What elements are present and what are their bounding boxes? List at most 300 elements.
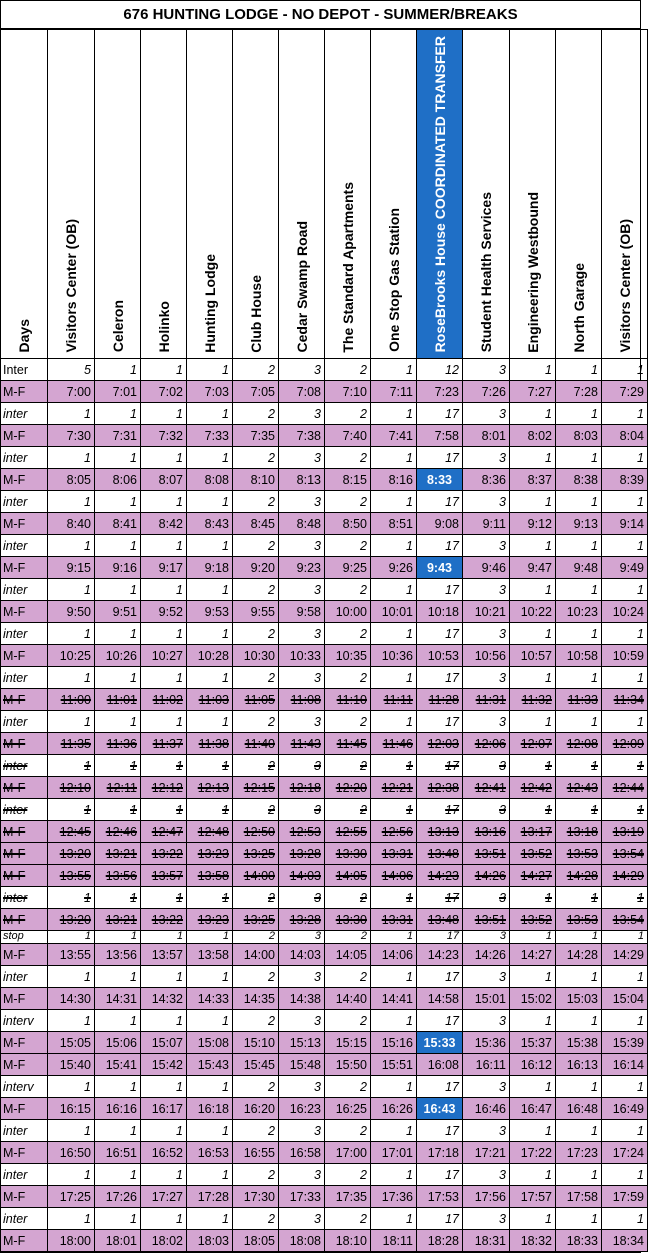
time-cell: 14:23 xyxy=(417,944,463,966)
time-cell: 3 xyxy=(279,1208,325,1230)
time-cell: 8:02 xyxy=(510,425,556,447)
time-cell: 3 xyxy=(279,711,325,733)
time-cell: 1 xyxy=(141,1120,187,1142)
time-cell: 11:34 xyxy=(602,689,648,711)
time-cell: 10:00 xyxy=(325,601,371,623)
interval-row xyxy=(1,579,648,601)
day-cell: M-F xyxy=(1,843,48,865)
time-cell: 10:22 xyxy=(510,601,556,623)
time-cell: 17:26 xyxy=(95,1186,141,1208)
time-cell: 9:16 xyxy=(95,557,141,579)
time-cell: 16:13 xyxy=(556,1054,602,1076)
interval-row xyxy=(1,403,648,425)
time-cell: 7:33 xyxy=(187,425,233,447)
time-cell: 1 xyxy=(602,1010,648,1032)
time-cell: 1 xyxy=(602,1076,648,1098)
time-cell: 13:55 xyxy=(48,865,95,887)
time-cell: 13:30 xyxy=(325,843,371,865)
time-cell: 7:02 xyxy=(141,381,187,403)
time-cell: 12:13 xyxy=(187,777,233,799)
time-cell: 13:53 xyxy=(556,909,602,931)
time-cell: 3 xyxy=(463,579,510,601)
time-cell: 15:10 xyxy=(233,1032,279,1054)
time-cell: 14:28 xyxy=(556,865,602,887)
time-cell: 3 xyxy=(463,887,510,909)
time-cell: 1 xyxy=(141,931,187,944)
time-cell: 13:48 xyxy=(417,909,463,931)
time-cell: 1 xyxy=(556,623,602,645)
time-cell: 3 xyxy=(279,755,325,777)
time-cell: 2 xyxy=(233,1120,279,1142)
time-cell: 2 xyxy=(233,535,279,557)
time-cell: 2 xyxy=(233,491,279,513)
time-cell: 1 xyxy=(556,535,602,557)
column-header-label: Days xyxy=(16,318,32,353)
time-cell: 8:10 xyxy=(233,469,279,491)
time-cell: 11:43 xyxy=(279,733,325,755)
time-cell: 1 xyxy=(187,1010,233,1032)
time-cell: 2 xyxy=(325,799,371,821)
time-cell: 1 xyxy=(141,1076,187,1098)
time-cell: 1 xyxy=(371,755,417,777)
time-cell: 7:58 xyxy=(417,425,463,447)
time-cell: 17 xyxy=(417,755,463,777)
time-cell: 13:21 xyxy=(95,909,141,931)
time-cell: 2 xyxy=(325,966,371,988)
time-cell: 11:01 xyxy=(95,689,141,711)
trip-row xyxy=(1,645,648,667)
time-cell: 11:31 xyxy=(463,689,510,711)
time-cell: 1 xyxy=(95,966,141,988)
schedule-title: 676 HUNTING LODGE - NO DEPOT - SUMMER/BREAKS xyxy=(1,1,640,29)
time-cell: 2 xyxy=(325,403,371,425)
time-cell: 14:29 xyxy=(602,944,648,966)
time-cell: 1 xyxy=(187,359,233,381)
time-cell: 3 xyxy=(463,966,510,988)
time-cell: 7:00 xyxy=(48,381,95,403)
time-cell: 11:11 xyxy=(371,689,417,711)
time-cell: 10:33 xyxy=(279,645,325,667)
interval-row xyxy=(1,1076,648,1098)
time-cell: 2 xyxy=(325,579,371,601)
time-cell: 3 xyxy=(279,579,325,601)
time-cell: 18:34 xyxy=(602,1230,648,1252)
time-cell: 17:23 xyxy=(556,1142,602,1164)
time-cell: 1 xyxy=(48,579,95,601)
time-cell: 13:25 xyxy=(233,843,279,865)
time-cell: 17 xyxy=(417,403,463,425)
time-cell: 2 xyxy=(233,579,279,601)
time-cell: 7:11 xyxy=(371,381,417,403)
column-header-label: The Standard Apartments xyxy=(339,181,356,353)
time-cell: 9:49 xyxy=(602,557,648,579)
time-cell: 16:17 xyxy=(141,1098,187,1120)
time-cell: 17:33 xyxy=(279,1186,325,1208)
time-cell: 16:47 xyxy=(510,1098,556,1120)
day-cell: M-F xyxy=(1,1142,48,1164)
day-cell: M-F xyxy=(1,1230,48,1252)
time-cell: 3 xyxy=(279,966,325,988)
column-header-label: North Garage xyxy=(570,262,587,353)
time-cell: 13:25 xyxy=(233,909,279,931)
time-cell: 8:36 xyxy=(463,469,510,491)
time-cell: 2 xyxy=(233,359,279,381)
time-cell: 7:26 xyxy=(463,381,510,403)
time-cell: 1 xyxy=(556,799,602,821)
column-header-label: RoseBrooks House COORDINATED TRANSFER xyxy=(431,36,448,353)
time-cell: 14:28 xyxy=(556,944,602,966)
day-cell: inter xyxy=(1,887,48,909)
time-cell: 2 xyxy=(325,931,371,944)
time-cell: 8:40 xyxy=(48,513,95,535)
time-cell: 1 xyxy=(510,623,556,645)
time-cell: 1 xyxy=(141,403,187,425)
time-cell: 13:30 xyxy=(325,909,371,931)
time-cell: 1 xyxy=(602,1208,648,1230)
time-cell: 15:03 xyxy=(556,988,602,1010)
time-cell: 1 xyxy=(187,447,233,469)
time-cell: 11:05 xyxy=(233,689,279,711)
time-cell: 1 xyxy=(48,1120,95,1142)
trip-row xyxy=(1,513,648,535)
time-cell: 1 xyxy=(556,667,602,689)
time-cell: 2 xyxy=(233,1076,279,1098)
time-cell: 18:10 xyxy=(325,1230,371,1252)
time-cell: 18:01 xyxy=(95,1230,141,1252)
time-cell: 2 xyxy=(233,1208,279,1230)
time-cell: 1 xyxy=(95,1208,141,1230)
day-cell: inter xyxy=(1,755,48,777)
time-cell: 17:28 xyxy=(187,1186,233,1208)
time-cell: 10:57 xyxy=(510,645,556,667)
time-cell: 1 xyxy=(48,1164,95,1186)
time-cell: 1 xyxy=(187,535,233,557)
time-cell: 12:10 xyxy=(48,777,95,799)
trip-row xyxy=(1,1054,648,1076)
time-cell: 8:48 xyxy=(279,513,325,535)
time-cell: 1 xyxy=(95,887,141,909)
time-cell: 3 xyxy=(463,623,510,645)
time-cell: 15:50 xyxy=(325,1054,371,1076)
day-cell: inter xyxy=(1,623,48,645)
time-cell: 12:18 xyxy=(279,777,325,799)
time-cell: 1 xyxy=(556,966,602,988)
day-cell: inter xyxy=(1,579,48,601)
day-cell: M-F xyxy=(1,469,48,491)
time-cell: 17 xyxy=(417,711,463,733)
time-cell: 1 xyxy=(371,359,417,381)
header-row xyxy=(1,30,648,359)
time-cell: 17:53 xyxy=(417,1186,463,1208)
time-cell: 8:37 xyxy=(510,469,556,491)
column-header-label: Visitors Center (OB) xyxy=(63,218,79,353)
time-cell: 2 xyxy=(325,359,371,381)
time-cell: 1 xyxy=(187,711,233,733)
time-cell: 17 xyxy=(417,447,463,469)
time-cell: 1 xyxy=(95,447,141,469)
column-header-stop xyxy=(371,30,417,359)
time-cell: 2 xyxy=(325,1010,371,1032)
time-cell: 1 xyxy=(556,491,602,513)
time-cell: 1 xyxy=(371,1010,417,1032)
time-cell: 1 xyxy=(510,403,556,425)
time-cell: 1 xyxy=(187,887,233,909)
time-cell: 16:25 xyxy=(325,1098,371,1120)
time-cell: 1 xyxy=(371,403,417,425)
time-cell: 1 xyxy=(602,359,648,381)
time-cell: 11:40 xyxy=(233,733,279,755)
time-cell: 10:56 xyxy=(463,645,510,667)
time-cell: 12:08 xyxy=(556,733,602,755)
time-cell: 8:39 xyxy=(602,469,648,491)
day-cell: inter xyxy=(1,1120,48,1142)
time-cell: 11:02 xyxy=(141,689,187,711)
time-cell: 1 xyxy=(95,403,141,425)
day-cell: M-F xyxy=(1,1098,48,1120)
time-cell: 13:48 xyxy=(417,843,463,865)
time-cell: 1 xyxy=(510,1010,556,1032)
time-cell: 2 xyxy=(233,966,279,988)
time-cell: 7:38 xyxy=(279,425,325,447)
day-cell: inter xyxy=(1,447,48,469)
time-cell: 1 xyxy=(371,447,417,469)
time-cell: 1 xyxy=(556,1164,602,1186)
time-cell: 7:05 xyxy=(233,381,279,403)
interval-row xyxy=(1,623,648,645)
time-cell: 1 xyxy=(602,711,648,733)
time-cell: 3 xyxy=(279,1076,325,1098)
time-cell: 3 xyxy=(463,711,510,733)
time-cell: 1 xyxy=(95,711,141,733)
time-cell: 11:28 xyxy=(417,689,463,711)
time-cell: 17 xyxy=(417,966,463,988)
time-cell: 18:05 xyxy=(233,1230,279,1252)
time-cell: 1 xyxy=(187,1164,233,1186)
time-cell: 1 xyxy=(510,579,556,601)
time-cell: 1 xyxy=(510,447,556,469)
time-cell: 13:22 xyxy=(141,909,187,931)
time-cell: 17 xyxy=(417,579,463,601)
time-cell: 13:13 xyxy=(417,821,463,843)
time-cell: 1 xyxy=(187,623,233,645)
time-cell: 1 xyxy=(48,667,95,689)
time-cell: 11:03 xyxy=(187,689,233,711)
time-cell: 8:42 xyxy=(141,513,187,535)
time-cell: 3 xyxy=(279,1120,325,1142)
time-cell: 7:40 xyxy=(325,425,371,447)
time-cell: 12:20 xyxy=(325,777,371,799)
time-cell: 10:18 xyxy=(417,601,463,623)
interval-row xyxy=(1,1120,648,1142)
interval-row xyxy=(1,755,648,777)
time-cell: 3 xyxy=(279,1010,325,1032)
time-cell: 10:25 xyxy=(48,645,95,667)
time-cell: 15:01 xyxy=(463,988,510,1010)
time-cell: 2 xyxy=(233,1010,279,1032)
time-cell: 15:08 xyxy=(187,1032,233,1054)
time-cell: 13:56 xyxy=(95,944,141,966)
time-cell: 2 xyxy=(233,711,279,733)
column-header-stop xyxy=(556,30,602,359)
time-cell: 7:23 xyxy=(417,381,463,403)
interval-row xyxy=(1,711,648,733)
time-cell: 18:32 xyxy=(510,1230,556,1252)
time-cell: 14:03 xyxy=(279,944,325,966)
interval-row xyxy=(1,667,648,689)
day-cell: Inter xyxy=(1,359,48,381)
time-cell: 1 xyxy=(48,711,95,733)
time-cell: 1 xyxy=(371,931,417,944)
time-cell: 9:26 xyxy=(371,557,417,579)
time-cell: 17:56 xyxy=(463,1186,510,1208)
time-cell: 1 xyxy=(371,711,417,733)
time-cell: 12:15 xyxy=(233,777,279,799)
trip-row xyxy=(1,944,648,966)
trip-row xyxy=(1,1186,648,1208)
time-cell: 3 xyxy=(279,403,325,425)
time-cell: 1 xyxy=(141,359,187,381)
time-cell: 3 xyxy=(279,799,325,821)
time-cell: 8:51 xyxy=(371,513,417,535)
time-cell: 1 xyxy=(371,623,417,645)
time-cell: 1 xyxy=(371,667,417,689)
time-cell: 2 xyxy=(325,535,371,557)
column-header-label: Hunting Lodge xyxy=(201,253,218,353)
time-cell: 8:15 xyxy=(325,469,371,491)
time-cell: 1 xyxy=(556,1120,602,1142)
coordinated-transfer-time: 15:33 xyxy=(417,1032,463,1054)
trip-row xyxy=(1,843,648,865)
time-cell: 16:12 xyxy=(510,1054,556,1076)
trip-row xyxy=(1,777,648,799)
trip-row xyxy=(1,425,648,447)
time-cell: 3 xyxy=(279,931,325,944)
time-cell: 12:38 xyxy=(417,777,463,799)
day-cell: M-F xyxy=(1,1032,48,1054)
time-cell: 1 xyxy=(187,966,233,988)
time-cell: 1 xyxy=(556,1208,602,1230)
time-cell: 8:43 xyxy=(187,513,233,535)
time-cell: 9:55 xyxy=(233,601,279,623)
time-cell: 15:13 xyxy=(279,1032,325,1054)
time-cell: 9:12 xyxy=(510,513,556,535)
time-cell: 1 xyxy=(48,623,95,645)
time-cell: 13:56 xyxy=(95,865,141,887)
trip-row xyxy=(1,557,648,579)
time-cell: 13:52 xyxy=(510,909,556,931)
time-cell: 17 xyxy=(417,931,463,944)
time-cell: 16:14 xyxy=(602,1054,648,1076)
time-cell: 9:51 xyxy=(95,601,141,623)
time-cell: 14:06 xyxy=(371,865,417,887)
day-cell: M-F xyxy=(1,513,48,535)
time-cell: 17:00 xyxy=(325,1142,371,1164)
time-cell: 17:59 xyxy=(602,1186,648,1208)
time-cell: 12:45 xyxy=(48,821,95,843)
time-cell: 1 xyxy=(556,931,602,944)
time-cell: 14:00 xyxy=(233,944,279,966)
time-cell: 1 xyxy=(602,491,648,513)
time-cell: 17 xyxy=(417,1120,463,1142)
day-cell: inter xyxy=(1,711,48,733)
time-cell: 16:48 xyxy=(556,1098,602,1120)
time-cell: 12 xyxy=(417,359,463,381)
time-cell: 12:43 xyxy=(556,777,602,799)
time-cell: 3 xyxy=(463,755,510,777)
time-cell: 3 xyxy=(463,359,510,381)
time-cell: 8:50 xyxy=(325,513,371,535)
time-cell: 17:58 xyxy=(556,1186,602,1208)
column-header-label: Visitors Center (OB) xyxy=(616,218,633,353)
time-cell: 1 xyxy=(187,667,233,689)
time-cell: 1 xyxy=(556,359,602,381)
day-cell: inter xyxy=(1,667,48,689)
time-cell: 17:21 xyxy=(463,1142,510,1164)
time-cell: 11:10 xyxy=(325,689,371,711)
time-cell: 1 xyxy=(556,1076,602,1098)
trip-row xyxy=(1,1142,648,1164)
day-cell: inter xyxy=(1,1164,48,1186)
time-cell: 2 xyxy=(325,711,371,733)
time-cell: 1 xyxy=(556,447,602,469)
time-cell: 13:57 xyxy=(141,944,187,966)
time-cell: 2 xyxy=(233,755,279,777)
time-cell: 1 xyxy=(95,1076,141,1098)
time-cell: 17 xyxy=(417,887,463,909)
time-cell: 17 xyxy=(417,1076,463,1098)
trip-row xyxy=(1,601,648,623)
time-cell: 15:16 xyxy=(371,1032,417,1054)
time-cell: 13:23 xyxy=(187,843,233,865)
time-cell: 13:28 xyxy=(279,909,325,931)
time-cell: 17 xyxy=(417,623,463,645)
time-cell: 9:58 xyxy=(279,601,325,623)
time-cell: 1 xyxy=(187,403,233,425)
time-cell: 15:36 xyxy=(463,1032,510,1054)
time-cell: 13:52 xyxy=(510,843,556,865)
time-cell: 1 xyxy=(371,1164,417,1186)
time-cell: 18:11 xyxy=(371,1230,417,1252)
time-cell: 11:33 xyxy=(556,689,602,711)
time-cell: 14:27 xyxy=(510,865,556,887)
time-cell: 1 xyxy=(187,931,233,944)
time-cell: 12:55 xyxy=(325,821,371,843)
time-cell: 16:50 xyxy=(48,1142,95,1164)
time-cell: 12:11 xyxy=(95,777,141,799)
time-cell: 7:03 xyxy=(187,381,233,403)
time-cell: 2 xyxy=(325,667,371,689)
time-cell: 11:38 xyxy=(187,733,233,755)
time-cell: 1 xyxy=(95,491,141,513)
coordinated-transfer-time: 8:33 xyxy=(417,469,463,491)
column-header-stop xyxy=(48,30,95,359)
time-cell: 1 xyxy=(602,623,648,645)
day-cell: inter xyxy=(1,799,48,821)
time-cell: 15:37 xyxy=(510,1032,556,1054)
time-cell: 18:33 xyxy=(556,1230,602,1252)
time-cell: 12:03 xyxy=(417,733,463,755)
timetable xyxy=(0,29,648,1252)
time-cell: 1 xyxy=(48,887,95,909)
time-cell: 10:59 xyxy=(602,645,648,667)
time-cell: 3 xyxy=(463,403,510,425)
interval-row xyxy=(1,799,648,821)
time-cell: 8:01 xyxy=(463,425,510,447)
time-cell: 12:42 xyxy=(510,777,556,799)
time-cell: 10:58 xyxy=(556,645,602,667)
time-cell: 1 xyxy=(510,535,556,557)
time-cell: 9:23 xyxy=(279,557,325,579)
